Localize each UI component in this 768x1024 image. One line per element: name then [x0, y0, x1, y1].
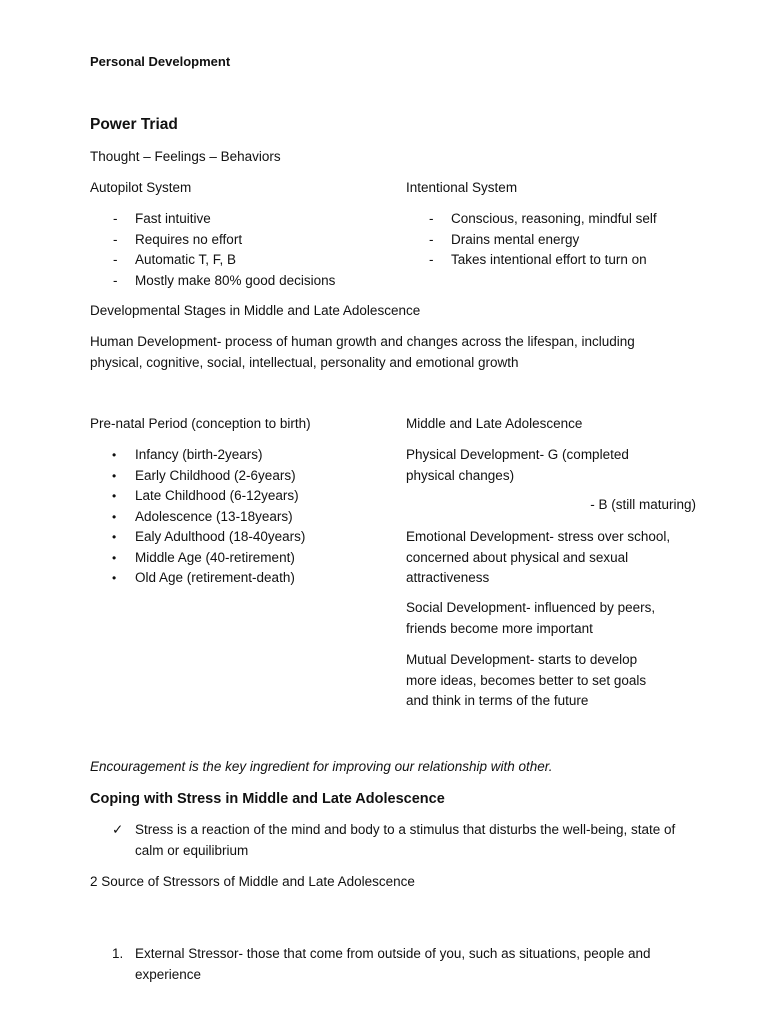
bullet-marker: •: [112, 530, 117, 544]
bullet-marker: •: [112, 468, 117, 483]
list-item: • Ealy Adulthood (18-40years): [90, 527, 386, 548]
dash-marker: -: [429, 231, 434, 247]
document-title: Personal Development: [90, 54, 231, 69]
emotional-development: Emotional Development- stress over school, concerned about physical and sexual attractiveness: [406, 529, 671, 585]
stress-definition: ✓ Stress is a reaction of the mind and body to a stimulus that disturbs the well-being, state of calm or equilibrium: [112, 822, 676, 858]
list-item: - Drains mental energy: [406, 230, 696, 251]
heading-power-triad: Power Triad: [90, 116, 178, 133]
autopilot-heading: Autopilot System: [90, 180, 192, 195]
list-item: - Mostly make 80% good decisions: [90, 271, 386, 292]
dash-marker: -: [113, 252, 118, 267]
list-item: • Late Childhood (6-12years): [90, 486, 386, 507]
bullet-marker: •: [112, 509, 117, 524]
list-item: - Requires no effort: [90, 230, 386, 251]
physical-development-b: - B (still maturing): [590, 497, 696, 512]
autopilot-list: [90, 209, 386, 291]
list-item: - Automatic T, F, B: [90, 250, 386, 271]
dev-stages-heading: Developmental Stages in Middle and Late Adolescence: [90, 303, 421, 318]
physical-development: Physical Development- G (completed physical changes): [406, 447, 629, 483]
intentional-heading: Intentional System: [406, 180, 518, 195]
dash-marker: -: [429, 211, 434, 226]
dash-marker: -: [429, 252, 434, 267]
list-item: • Old Age (retirement-death): [90, 568, 386, 589]
heading-coping-stress: Coping with Stress in Middle and Late Adolescence: [90, 791, 445, 807]
list-item: • Adolescence (13-18years): [90, 507, 386, 528]
list-item: - Conscious, reasoning, mindful self: [406, 209, 696, 230]
bullet-marker: •: [112, 550, 117, 565]
social-development: Social Development- influenced by peers, friends become more important: [406, 600, 656, 636]
list-item: • Early Childhood (2-6years): [90, 466, 386, 487]
middle-late-heading: Middle and Late Adolescence: [406, 416, 583, 431]
prenatal-heading: Pre-natal Period (conception to birth): [90, 416, 311, 431]
encouragement-quote: Encouragement is the key ingredient for improving our relationship with other.: [90, 759, 553, 774]
list-item: - Fast intuitive: [90, 209, 386, 230]
human-development-definition: Human Development- process of human growth and changes across the lifespan, including physical, cognitive, social, intellectual, personality and emotional growth: [90, 334, 635, 370]
list-item: • Infancy (birth-2years): [90, 445, 386, 466]
life-stages-list: [90, 445, 386, 589]
intentional-list: [406, 209, 696, 271]
checkmark-icon: ✓: [112, 822, 124, 837]
dash-marker: -: [113, 211, 118, 226]
bullet-marker: •: [112, 448, 117, 462]
power-triad-tfb: Thought – Feelings – Behaviors: [90, 149, 281, 164]
dash-marker: -: [113, 272, 118, 288]
list-number: 1.: [112, 946, 124, 961]
external-stressor: 1. External Stressor- those that come from outside of you, such as situations, people and experience: [112, 946, 651, 982]
bullet-marker: •: [112, 489, 117, 503]
list-item: - Takes intentional effort to turn on: [406, 250, 696, 271]
list-item: • Middle Age (40-retirement): [90, 548, 386, 569]
bullet-marker: •: [112, 571, 117, 585]
mutual-development: Mutual Development- starts to develop more ideas, becomes better to set goals and think in terms of the future: [406, 652, 647, 708]
dash-marker: -: [113, 231, 118, 247]
stressor-sources-heading: 2 Source of Stressors of Middle and Late Adolescence: [90, 874, 415, 889]
